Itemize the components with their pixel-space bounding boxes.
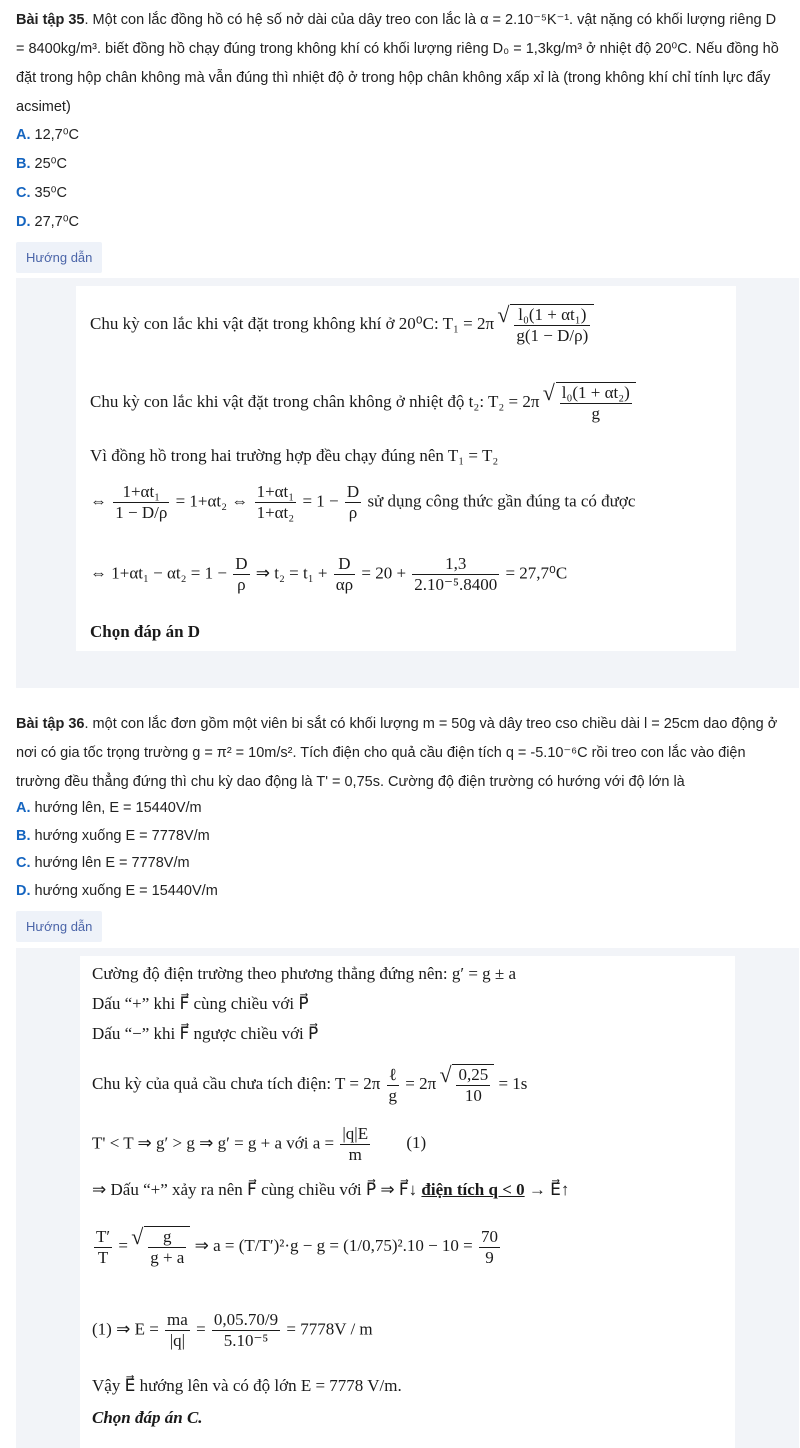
hint-button-36[interactable]: Hướng dẫn	[16, 911, 102, 942]
sol35-line-3: Vì đồng hồ trong hai trường hợp đều chạy đúng nên T₁ = T₂	[90, 446, 499, 465]
hint-button-35[interactable]: Hướng dẫn	[16, 242, 102, 273]
sol35-answer: Chọn đáp án D	[90, 622, 201, 641]
sol36-answer: Chọn đáp án C.	[92, 1408, 203, 1427]
sol36-line-6: ⇒ Dấu “+” xảy ra nên F⃗ cùng chiều với P⃗ ⇒ F⃗↓ điện tích q < 0 → E⃗↑	[92, 1180, 570, 1199]
sol35-line-2: Chu kỳ con lắc khi vật đặt trong chân không ở nhiệt độ t₂: T₂ = 2π √ $\frac{\text{l₀(1 + αt₂)}}{g}$	[90, 382, 636, 424]
option-a[interactable]: A. 12,7⁰C	[16, 127, 80, 143]
question-35-text: . Một con lắc đồng hồ có hệ số nở dài của dây treo con lắc là α = 2.10⁻⁵K⁻¹. vật nặng có khối lượng riêng D = 8400kg/m³. biết đồng hồ chạy đúng trong không khí có khối lượng riêng D₀ = 1,3kg/m³ ở nhiệt độ 20⁰C. Nếu đồng hồ đặt trong hộp chân không mà vẫn đúng thì nhiệt độ ở trong hộp chân không xấp xỉ là (trong không khí chỉ tính lực đẩy acsimet)	[16, 12, 779, 115]
option-b[interactable]: B. hướng xuống E = 7778V/m	[16, 828, 210, 844]
option-b[interactable]: B. 25⁰C	[16, 156, 67, 172]
question-35	[16, 6, 788, 122]
question-35-title: Bài tập 35	[16, 12, 85, 28]
question-36-text: . một con lắc đơn gồm một viên bi sắt có khối lượng m = 50g và dây treo cso chiều dài l = 25cm dao động ở nơi có gia tốc trọng trường g = π² = 10m/s². Tích điện cho quả cầu điện tích q = -5.10⁻⁶C rồi treo con lắc vào điện trường đều thẳng đứng thì chu kỳ dao động là T' = 0,75s. Cường độ điện trường có hướng với độ lớn là	[16, 716, 778, 790]
sol36-line-4: Chu kỳ của quả cầu chưa tích điện: T = 2π ℓ g = 2π √ $\frac{0,25}{10}$ = 1s	[92, 1064, 527, 1106]
option-c[interactable]: C. 35⁰C	[16, 185, 67, 201]
option-c[interactable]: C. hướng lên E = 7778V/m	[16, 855, 190, 871]
option-d[interactable]: D. hướng xuống E = 15440V/m	[16, 883, 218, 899]
sol36-line-7: $\frac{T'}{T}$ = √ $\frac{g}{g + a}$ ⇒ a = (T/T′)²·g − g = (1/0,75)².10 − 10 = $\frac{70}{9}$	[92, 1226, 502, 1268]
solution-panel-36	[16, 948, 799, 1448]
sol35-line-4: ⇔ $\frac{\text{1+αt₁}}{1 - D/\rho}$ = 1+αt₂ ⇔ $\frac{\text{1+αt₁}}{\text{1+αt₂}}$ = 1 − $\frac{D}{\rho}$ sử dụng công thức gần đúng ta có được	[90, 482, 636, 522]
question-36-title: Bài tập 36	[16, 716, 85, 732]
solution-sheet-35	[76, 286, 736, 651]
sol36-line-3: Dấu “−” khi F⃗ ngược chiều với P⃗	[92, 1024, 319, 1043]
sol35-line-5: ⇔ 1+αt₁ − αt₂ = 1 − $\frac{D}{\rho}$ ⇒ t₂ = t₁ + $\frac{D}{\alpha\rho}$ = 20 + $\frac{1,3}{\text{2.10⁻⁵.8400}}$ = 27,7⁰C	[90, 554, 568, 594]
option-a[interactable]: A. hướng lên, E = 15440V/m	[16, 800, 202, 816]
sol36-line-9: Vậy E⃗ hướng lên và có độ lớn E = 7778 V/m.	[92, 1376, 402, 1395]
sol36-line-8: (1) ⇒ E = $\frac{ma}{|q|}$ = $\frac{0,05.70/9}{\text{5.10⁻⁵}}$ = 7778V / m	[92, 1310, 373, 1350]
sol36-line-2: Dấu “+” khi F⃗ cùng chiều với P⃗	[92, 994, 309, 1013]
sol35-line-1: Chu kỳ con lắc khi vật đặt trong không khí ở 20⁰C: T₁ = 2π √ $\frac{\text{l₀(1 + αt₁)}}{g(1 - D/\rho)}$	[90, 304, 594, 346]
solution-panel-35	[16, 278, 799, 688]
option-d[interactable]: D. 27,7⁰C	[16, 214, 80, 230]
sol36-line-1: Cường độ điện trường theo phương thẳng đứng nên: g′ = g ± a	[92, 964, 517, 983]
question-36	[16, 710, 788, 797]
solution-sheet-36	[80, 956, 735, 1448]
sol36-line-5: T' < T ⇒ g′ > g ⇒ g′ = g + a với a = $\frac{|q|E}{m}$ (1)	[92, 1124, 427, 1164]
